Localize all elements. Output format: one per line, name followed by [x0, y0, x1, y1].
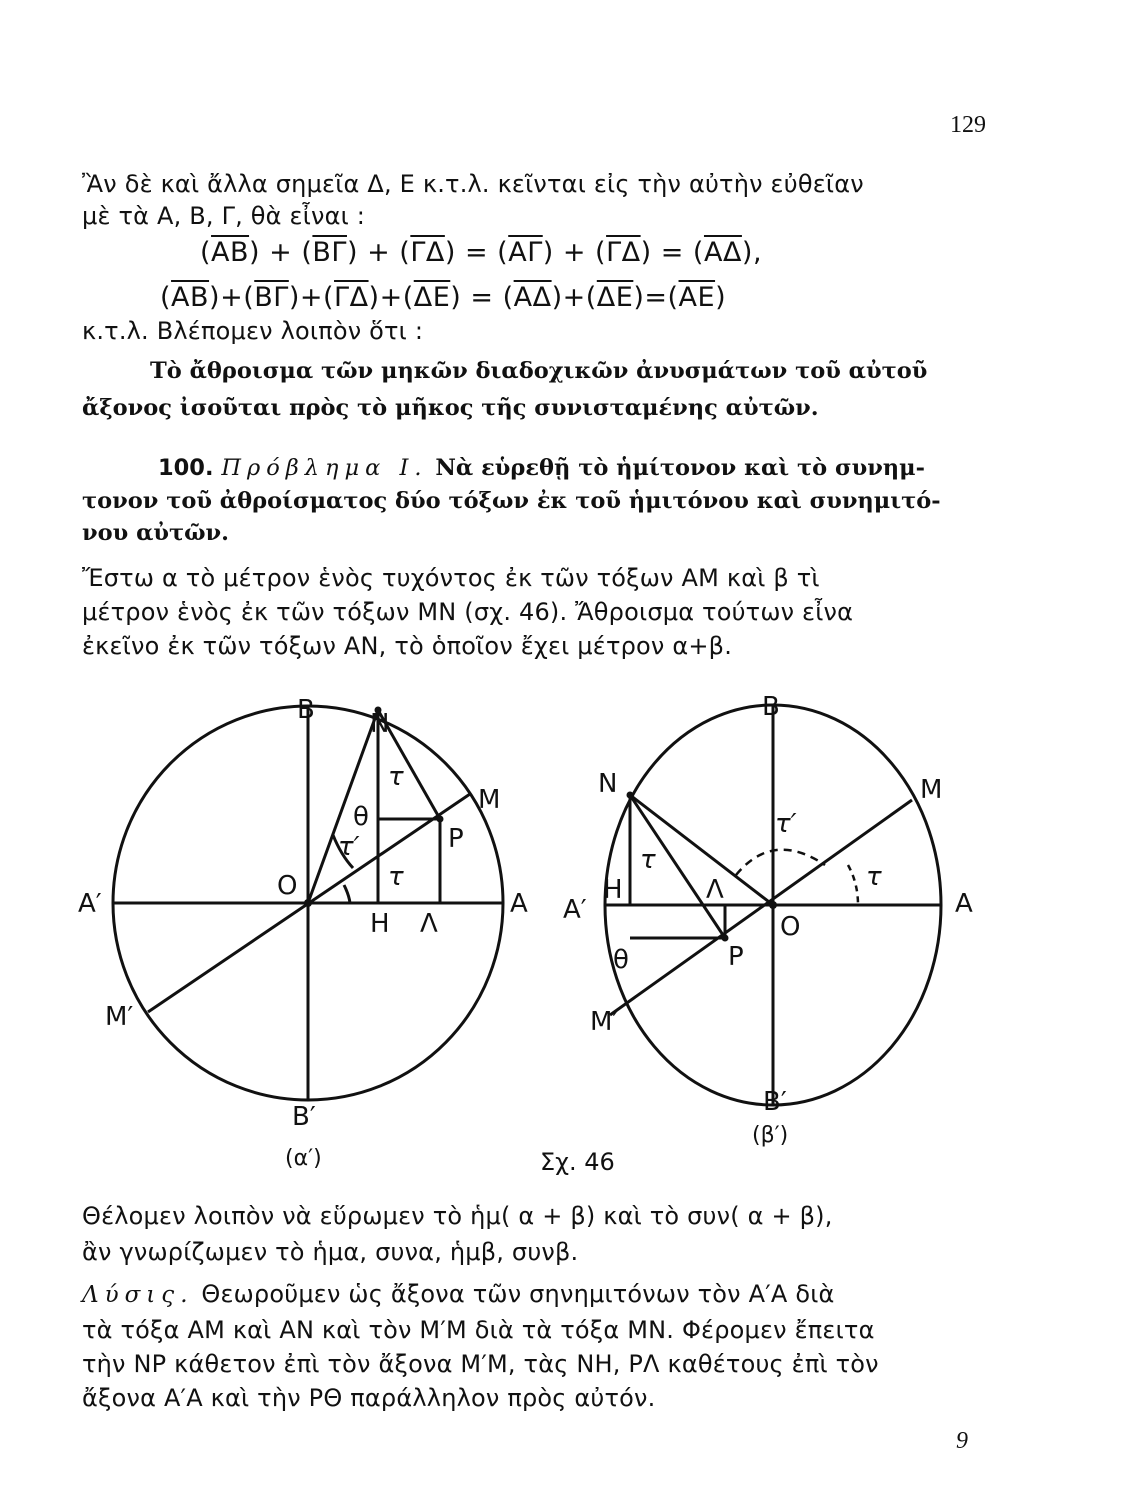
eq2-seg-1: $\overline{AB}$: [171, 282, 210, 313]
right-label-M-prime: Μ′: [590, 1007, 619, 1037]
left-label-B: Β: [297, 695, 315, 725]
left-label-M: Μ: [478, 785, 501, 815]
right-point-N: [627, 792, 634, 799]
problem-heading: [158, 455, 925, 481]
right-label-A-prime: Α′: [563, 895, 587, 925]
solution-text-1: Θεωροῦμεν ὡς ἄξονα τῶν σηνημιτόνων τὸν Α′Α διὰ: [201, 1280, 835, 1308]
equation-1: $(\overline{AB}) + (\overline{B\Gamma}) + (\overline{\Gamma\Delta}) = (\overline{A\Gamma}) + (\overline{\Gamma\Delta}) = (\overline{A\Delta})$,: [200, 237, 763, 268]
eq2-seg-2: $\overline{B\Gamma}$: [254, 282, 289, 313]
after-line-1: Θέλομεν λοιπὸν νὰ εὕρωμεν τὸ ἡμ( α + β) καὶ τὸ συν( α + β),: [82, 1202, 833, 1230]
left-point-O: [304, 899, 312, 907]
right-arc-tau-right: [848, 865, 858, 905]
problem-title: Πρόβλημα Ι.: [221, 455, 428, 481]
left-arc-tau-low: [344, 885, 350, 903]
eq1-seg-6: $\overline{A\Delta}$: [703, 237, 742, 268]
eq1-seg-3: $\overline{\Gamma\Delta}$: [410, 237, 445, 268]
intro-line-1: Ἂν δὲ καὶ ἄλλα σημεῖα Δ, Ε κ.τ.λ. κεῖνται εἰς τὴν αὐτὴν εὐθεῖαν: [82, 170, 864, 198]
left-label-tau-prime: τ′: [338, 832, 360, 862]
right-point-O: [769, 901, 777, 909]
equation-2: $(\overline{AB})+(\overline{B\Gamma})+(\overline{\Gamma\Delta})+(\overline{\Delta E}) = (\overline{A\Delta})+(\overline{\Delta E})=(\overline{AE})$: [160, 282, 727, 313]
theorem-line-2: ἄξονος ἰσοῦται πρὸς τὸ μῆκος τῆς συνισταμένης αὐτῶν.: [82, 395, 819, 421]
left-label-theta: θ: [353, 802, 369, 832]
right-label-A: Α: [955, 889, 973, 919]
right-label-tau-left: τ: [640, 845, 656, 875]
right-label-B-prime: Β′: [763, 1087, 787, 1117]
problem-line-2: τονον τοῦ ἀθροίσματος δύο τόξων ἐκ τοῦ ἡμιτόνου καὶ συνημιτό-: [82, 488, 941, 514]
after-line-2: ἂν γνωρίζωμεν τὸ ἡμα, συνα, ἡμβ, συνβ.: [82, 1238, 579, 1266]
solution-line-1: [82, 1280, 835, 1308]
page-number: 129: [950, 112, 986, 138]
eq2-seg-4: $\overline{\Delta E}$: [413, 282, 451, 313]
intro-line-2: μὲ τὰ Α, Β, Γ, θὰ εἶναι :: [82, 202, 366, 230]
problem-line-3: νου αὐτῶν.: [82, 520, 229, 546]
setup-line-1: Ἔστω α τὸ μέτρον ἑνὸς τυχόντος ἐκ τῶν τόξων ΑΜ καὶ β τὶ: [82, 564, 820, 592]
right-point-P: [722, 935, 729, 942]
left-label-tau-top: τ: [388, 762, 404, 792]
eq1-seg-5: $\overline{\Gamma\Delta}$: [606, 237, 641, 268]
solution-line-4: ἄξονα Α′Α καὶ τὴν ΡΘ παράλληλον πρὸς αὐτόν.: [82, 1384, 656, 1412]
right-label-H: Η: [603, 875, 623, 905]
left-label-M-prime: Μ′: [105, 1002, 134, 1032]
right-label-theta: θ: [613, 945, 629, 975]
intro-line-3: κ.τ.λ. Βλέπομεν λοιπὸν ὅτι :: [82, 317, 424, 345]
left-label-A-prime: Α′: [78, 889, 102, 919]
right-label-tau-right: τ: [866, 862, 882, 892]
eq1-seg-2: $\overline{B\Gamma}$: [312, 237, 347, 268]
figure-46: [0, 680, 1122, 1190]
right-label-O: Ο: [780, 912, 801, 942]
right-sub-label: (β′): [752, 1123, 789, 1148]
figure-caption: Σχ. 46: [540, 1148, 615, 1176]
right-label-tau-prime: τ′: [775, 809, 797, 839]
eq2-seg-6: $\overline{\Delta E}$: [596, 282, 634, 313]
eq2-seg-5: $\overline{A\Delta}$: [513, 282, 552, 313]
right-label-P: Ρ: [728, 942, 744, 972]
left-point-P: [437, 816, 444, 823]
eq1-seg-4: $\overline{A\Gamma}$: [508, 237, 543, 268]
left-label-N: Ν: [370, 709, 390, 739]
left-label-tau-low: τ: [388, 862, 404, 892]
right-label-M: Μ: [920, 775, 943, 805]
left-sub-label: (α′): [285, 1146, 322, 1171]
left-label-P: Ρ: [448, 824, 464, 854]
eq2-seg-3: $\overline{\Gamma\Delta}$: [334, 282, 369, 313]
left-label-A: Α: [510, 889, 528, 919]
eq1-seg-1: $\overline{AB}$: [211, 237, 250, 268]
solution-line-2: τὰ τόξα ΑΜ καὶ ΑΝ καὶ τὸν Μ′Μ διὰ τὰ τόξα ΜΝ. Φέρομεν ἔπειτα: [82, 1316, 875, 1344]
theorem-line-1: Τὸ ἄθροισμα τῶν μηκῶν διαδοχικῶν ἀνυσμάτων τοῦ αὐτοῦ: [150, 358, 928, 384]
right-label-B: Β: [762, 692, 780, 722]
left-label-O: Ο: [277, 871, 298, 901]
setup-line-2: μέτρον ἑνὸς ἐκ τῶν τόξων ΜΝ (σχ. 46). Ἄθροισμα τούτων εἶνα: [82, 598, 854, 626]
left-label-H: Η: [370, 909, 390, 939]
eq2-seg-7: $\overline{AE}$: [678, 282, 716, 313]
right-label-L: Λ: [706, 875, 724, 905]
left-label-B-prime: Β′: [292, 1102, 316, 1132]
solution-line-3: τὴν ΝΡ κάθετον ἐπὶ τὸν ἄξονα Μ′Μ, τὰς ΝΗ, ΡΛ καθέτους ἐπὶ τὸν: [82, 1350, 879, 1378]
solution-label: Λύσις.: [82, 1282, 194, 1308]
problem-number: 100.: [158, 455, 214, 481]
eq1-end: ),: [741, 237, 763, 268]
right-label-N: Ν: [598, 769, 618, 799]
left-label-L: Λ: [420, 909, 438, 939]
setup-line-3: ἐκεῖνο ἐκ τῶν τόξων ΑΝ, τὸ ὁποῖον ἔχει μέτρον α+β.: [82, 632, 733, 660]
footer-number: 9: [956, 1428, 968, 1454]
problem-line-1: Νὰ εὑρεθῇ τὸ ἡμίτονον καὶ τὸ συνημ-: [435, 455, 925, 481]
